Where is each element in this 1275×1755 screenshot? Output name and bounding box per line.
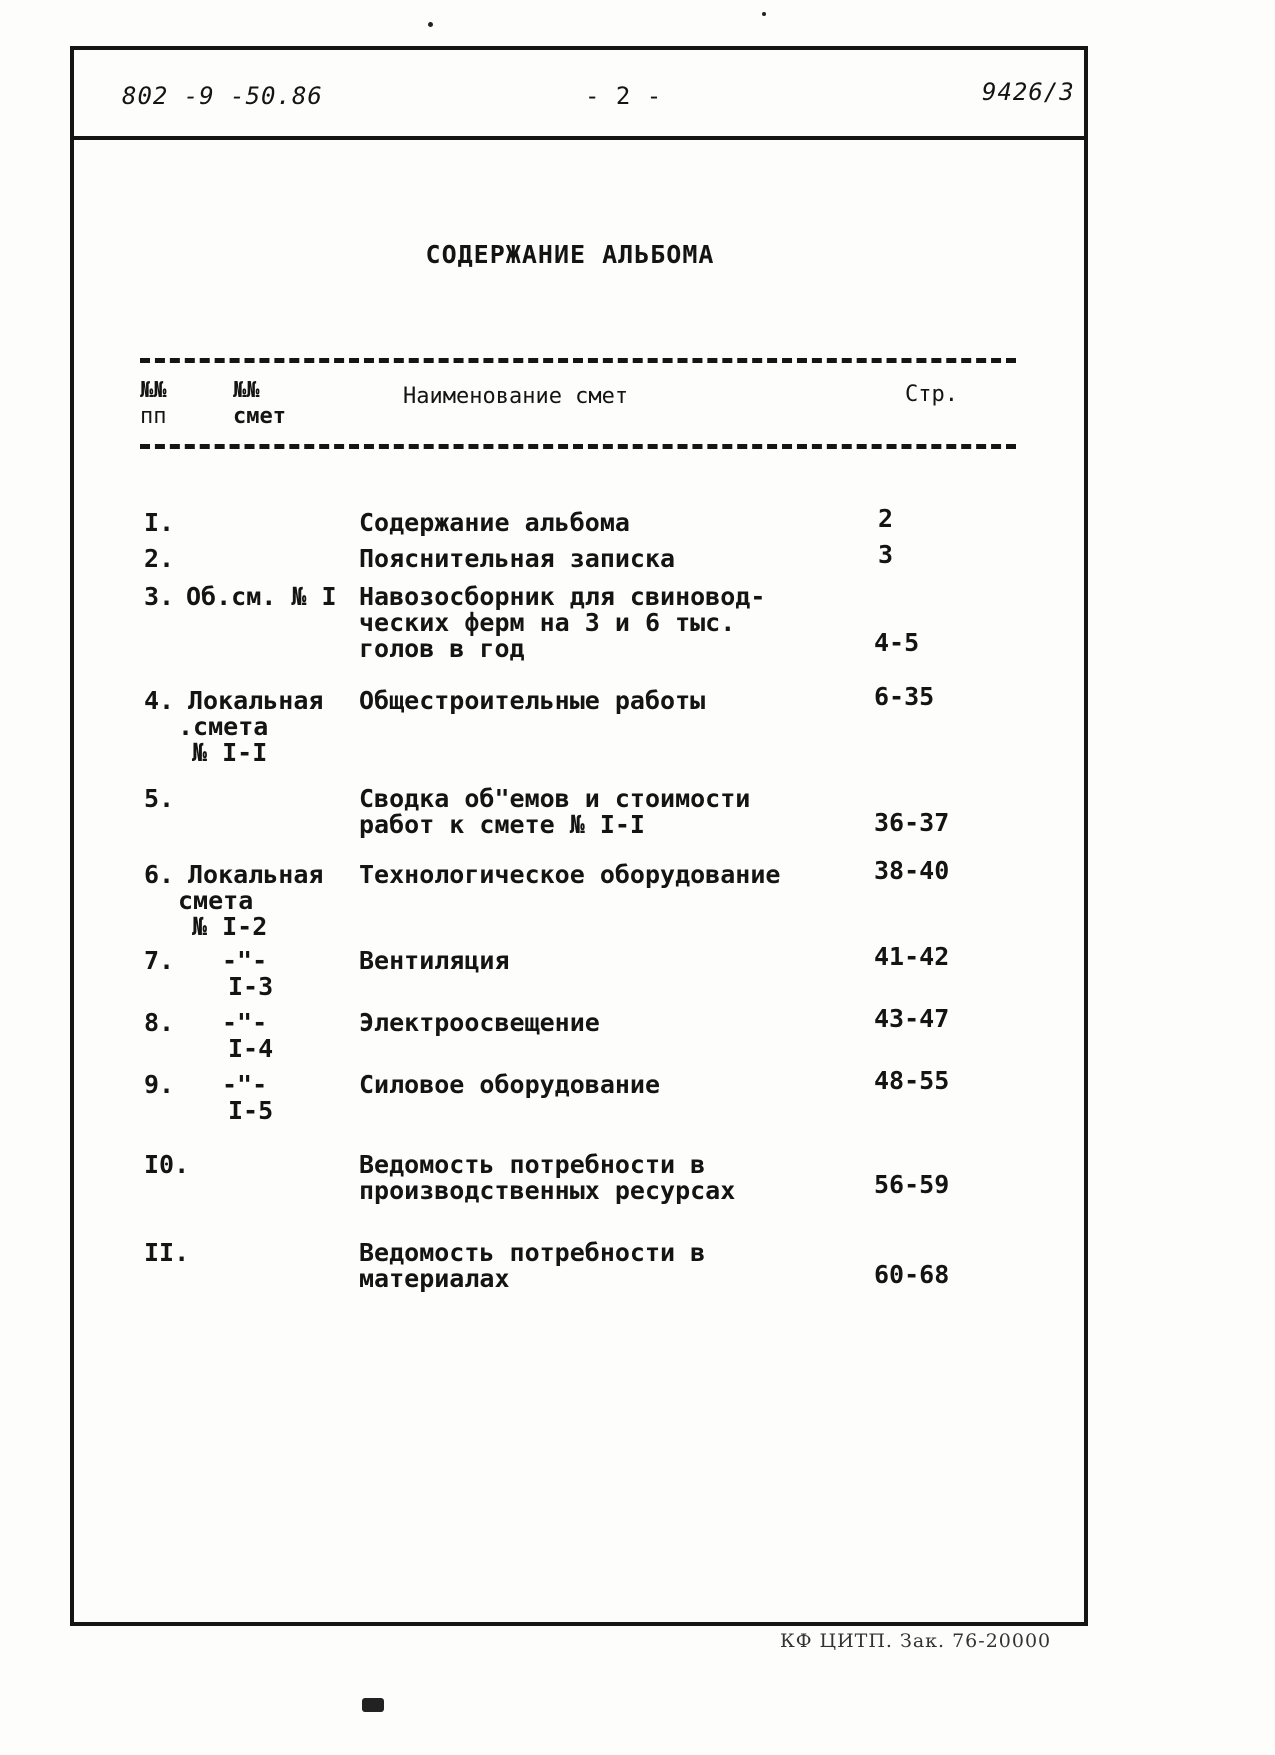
row-pages: 60-68: [874, 1260, 950, 1289]
row-pages: 38-40: [874, 856, 950, 885]
row-estimate-ref: -"-: [222, 1070, 268, 1099]
row-title: Силовое оборудование: [359, 1070, 661, 1099]
row-title: Электроосвещение: [359, 1008, 600, 1037]
row-title: ческих ферм на 3 и 6 тыс.: [359, 608, 736, 637]
row-title: Ведомость потребности в: [359, 1238, 706, 1267]
row-estimate-ref: I-3: [228, 972, 274, 1001]
row-number: I0.: [144, 1150, 190, 1179]
row-title: Содержание альбома: [359, 508, 630, 537]
row-number: 8.: [144, 1008, 175, 1037]
sheet-number: 9426/3: [982, 78, 1075, 106]
row-estimate-ref: -"-: [222, 1008, 268, 1037]
row-title: Технологическое оборудование: [359, 860, 781, 889]
row-title: голов в год: [359, 634, 525, 663]
row-pages: 43-47: [874, 1004, 950, 1033]
header-dashed-line-top: [140, 358, 1016, 363]
col-header-pages: Стр.: [905, 382, 958, 407]
row-title: работ к смете № I-I: [359, 810, 645, 839]
row-pages: 4-5: [874, 628, 920, 657]
header-dashed-line-bottom: [140, 444, 1016, 449]
row-estimate-ref: I-5: [228, 1096, 274, 1125]
row-estimate-ref: № I-I: [192, 738, 268, 767]
row-number: 3.: [144, 582, 175, 611]
page-title: СОДЕРЖАНИЕ АЛЬБОМА: [425, 240, 715, 269]
row-title: Навозосборник для свиновод-: [359, 582, 766, 611]
document-code: 802 -9 -50.86: [122, 82, 323, 110]
row-number: 6.: [144, 860, 175, 889]
row-number: II.: [144, 1238, 190, 1267]
row-estimate-ref: .смета: [178, 712, 269, 741]
row-number: 9.: [144, 1070, 175, 1099]
row-number: 2.: [144, 544, 175, 573]
row-pages: 6-35: [874, 682, 935, 711]
col-header-num-line2: пп: [140, 404, 167, 429]
row-estimate-ref: I-4: [228, 1034, 274, 1063]
row-estimate-ref: Локальная: [188, 686, 324, 715]
row-number: 7.: [144, 946, 175, 975]
scan-speck: [762, 12, 766, 16]
col-header-estimate-line1: №№: [233, 378, 260, 403]
col-header-estimate-line2: смет: [233, 404, 286, 429]
row-pages: 3: [878, 540, 894, 569]
row-pages: 2: [878, 504, 894, 533]
header-rule: [70, 136, 1088, 140]
row-estimate-ref: Локальная: [188, 860, 324, 889]
row-title: Сводка об"емов и стоимости: [359, 784, 751, 813]
col-header-estimate: [233, 378, 286, 430]
row-estimate-ref: № I-2: [192, 912, 268, 941]
row-number: I.: [144, 508, 175, 537]
row-estimate-ref: Об.см. № I: [186, 582, 337, 611]
row-pages: 48-55: [874, 1066, 950, 1095]
row-pages: 36-37: [874, 808, 950, 837]
page-number: - 2 -: [585, 82, 663, 110]
col-header-num: [140, 378, 167, 430]
row-title: Ведомость потребности в: [359, 1150, 706, 1179]
row-title: производственных ресурсах: [359, 1176, 736, 1205]
col-header-num-line1: №№: [140, 378, 167, 403]
row-title: Пояснительная записка: [359, 544, 676, 573]
row-number: 4.: [144, 686, 175, 715]
row-title: материалах: [359, 1264, 510, 1293]
row-pages: 56-59: [874, 1170, 950, 1199]
scan-speck: [428, 22, 433, 27]
row-pages: 41-42: [874, 942, 950, 971]
row-title: Вентиляция: [359, 946, 510, 975]
col-header-name: Наименование смет: [403, 384, 629, 409]
row-estimate-ref: -"-: [222, 946, 268, 975]
printer-imprint: КФ ЦИТП. Зак. 76-20000: [780, 1630, 1052, 1652]
row-estimate-ref: смета: [178, 886, 254, 915]
row-title: Общестроительные работы: [359, 686, 706, 715]
scan-speck: [362, 1698, 384, 1712]
row-number: 5.: [144, 784, 175, 813]
